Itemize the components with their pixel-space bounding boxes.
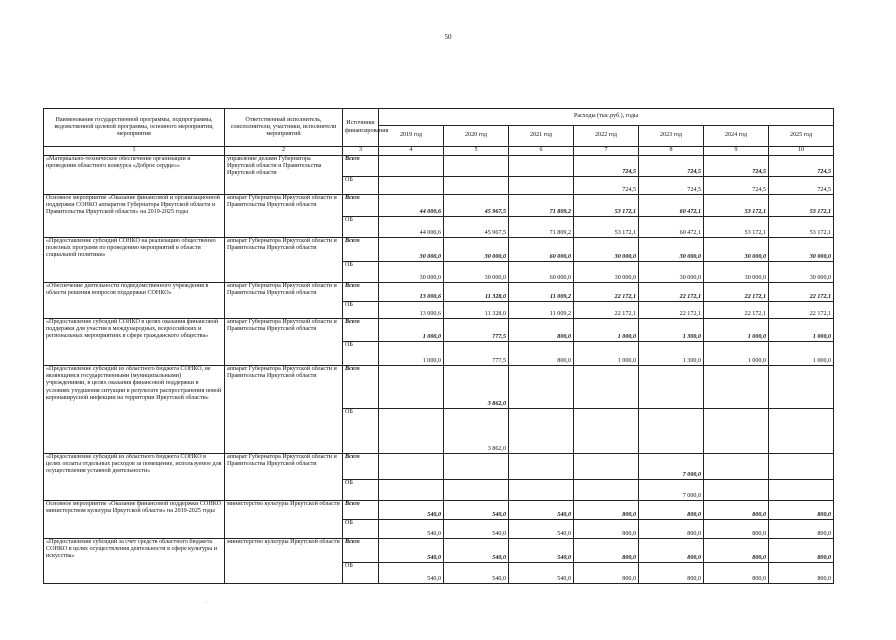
regional-budget-value-cell: 30 000,0 [379, 262, 444, 283]
table-row [44, 454, 834, 480]
executor-name: аппарат Губернатора Иркутской области и Правительства Иркутской области [225, 283, 343, 319]
executor-name: аппарат Губернатора Иркутской области и Правительства Иркутской области [225, 319, 343, 366]
total-value-cell: 44 000,6 [379, 195, 444, 217]
total-value-cell: 777,5 [444, 319, 509, 342]
total-value-cell [509, 366, 574, 409]
total-value-cell: 724,5 [639, 156, 704, 177]
total-value-cell: 13 000,6 [379, 283, 444, 302]
total-value-cell: 800,0 [704, 539, 769, 563]
total-value-cell [769, 366, 834, 409]
column-number: 7 [574, 147, 639, 156]
header-year: 2023 год [639, 126, 704, 147]
regional-budget-value-cell: 71 809,2 [509, 217, 574, 238]
total-value-cell: 11 328,0 [444, 283, 509, 302]
executor-name: министерство культуры Иркутской области [225, 539, 343, 584]
regional-budget-value-cell: 45 967,5 [444, 217, 509, 238]
total-value-cell: 22 172,1 [639, 283, 704, 302]
regional-budget-value-cell: 540,0 [379, 563, 444, 584]
column-number: 1 [44, 147, 225, 156]
activity-name: «Предоставление субсидий из областного бюджета СОНКО, не являющимся государственными (муниципальными) учреждениями, в целях оказания финансовой поддержки в условиях ухудшения ситуации в результате распространения новой коронавирусной инфекции на территории Иркутской области» [44, 366, 225, 454]
regional-budget-value-cell: 7 000,0 [639, 480, 704, 501]
total-value-cell [379, 454, 444, 480]
source-regional-budget-label: ОБ [343, 177, 379, 195]
regional-budget-value-cell [704, 409, 769, 454]
regional-budget-value-cell: 1 000,0 [769, 342, 834, 366]
table-row [44, 319, 834, 342]
total-value-cell: 71 809,2 [509, 195, 574, 217]
regional-budget-value-cell [379, 409, 444, 454]
regional-budget-value-cell [574, 480, 639, 501]
executor-name: аппарат Губернатора Иркутской области и Правительства Иркутской области [225, 195, 343, 238]
source-regional-budget-label: ОБ [343, 480, 379, 501]
total-value-cell: 540,0 [444, 501, 509, 520]
executor-name: министерство культуры Иркутской области [225, 501, 343, 539]
activity-name: «Предоставление субсидий за счет средств областного бюджета СОНКО в целях осуществления деятельности в сфере культуры и искусства» [44, 539, 225, 584]
regional-budget-value-cell: 800,0 [704, 520, 769, 539]
regional-budget-value-cell: 22 172,1 [769, 302, 834, 319]
total-value-cell: 1 000,0 [769, 319, 834, 342]
regional-budget-value-cell: 60 000,0 [509, 262, 574, 283]
regional-budget-value-cell: 724,5 [639, 177, 704, 195]
regional-budget-value-cell: 11 328,0 [444, 302, 509, 319]
total-value-cell [379, 366, 444, 409]
regional-budget-value-cell: 800,0 [704, 563, 769, 584]
header-year: 2020 год [444, 126, 509, 147]
table-row [44, 283, 834, 302]
regional-budget-value-cell: 11 009,2 [509, 302, 574, 319]
regional-budget-value-cell: 1 000,0 [574, 342, 639, 366]
total-value-cell: 724,5 [574, 156, 639, 177]
source-regional-budget-label: ОБ [343, 342, 379, 366]
activity-name: Основное мероприятие «Оказание финансовой поддержки СОНКО министерством культуры Иркутской области» на 2019-2025 годы [44, 501, 225, 539]
regional-budget-value-cell: 540,0 [509, 520, 574, 539]
total-value-cell: 1 300,0 [639, 319, 704, 342]
total-value-cell: 53 172,1 [704, 195, 769, 217]
regional-budget-value-cell [444, 177, 509, 195]
total-value-cell: 22 172,1 [704, 283, 769, 302]
total-value-cell [769, 454, 834, 480]
source-regional-budget-label: ОБ [343, 217, 379, 238]
total-value-cell: 800,0 [639, 539, 704, 563]
table-row [44, 366, 834, 409]
total-value-cell: 53 172,1 [574, 195, 639, 217]
regional-budget-value-cell: 53 172,1 [704, 217, 769, 238]
regional-budget-value-cell [509, 409, 574, 454]
regional-budget-value-cell: 22 172,1 [704, 302, 769, 319]
header-name: Наименование государственной программы, подпрограммы, ведомственной целевой программы, основного мероприятия, мероприятия [44, 109, 225, 147]
total-value-cell: 3 862,0 [444, 366, 509, 409]
budget-table [43, 108, 834, 584]
regional-budget-value-cell: 540,0 [444, 520, 509, 539]
regional-budget-value-cell [769, 409, 834, 454]
source-regional-budget-label: ОБ [343, 302, 379, 319]
source-total-label: Всего [343, 283, 379, 302]
column-number: 4 [379, 147, 444, 156]
source-regional-budget-label: ОБ [343, 520, 379, 539]
regional-budget-value-cell: 44 000,6 [379, 217, 444, 238]
regional-budget-value-cell: 30 000,0 [704, 262, 769, 283]
source-total-label: Всего [343, 454, 379, 480]
total-value-cell: 800,0 [639, 501, 704, 520]
executor-name: аппарат Губернатора Иркутской области и Правительства Иркутской области [225, 454, 343, 501]
total-value-cell: 53 172,1 [769, 195, 834, 217]
total-value-cell [574, 366, 639, 409]
regional-budget-value-cell: 1 000,0 [379, 342, 444, 366]
regional-budget-value-cell [639, 409, 704, 454]
total-value-cell [444, 156, 509, 177]
regional-budget-value-cell: 724,5 [574, 177, 639, 195]
header-expenses: Расходы (тыс.руб.), годы [379, 109, 834, 126]
regional-budget-value-cell: 30 000,0 [769, 262, 834, 283]
activity-name: «Материально-техническое обеспечение организации и проведения областного конкурса «Доброе сердце»» [44, 156, 225, 195]
regional-budget-value-cell [379, 177, 444, 195]
source-total-label: Всего [343, 319, 379, 342]
regional-budget-value-cell: 30 000,0 [444, 262, 509, 283]
total-value-cell [509, 454, 574, 480]
total-value-cell: 800,0 [574, 501, 639, 520]
total-value-cell: 800,0 [704, 501, 769, 520]
header-year: 2025 год [769, 126, 834, 147]
source-total-label: Всего [343, 366, 379, 409]
header-executor: Ответственный исполнитель, соисполнители, участники, исполнители мероприятий [225, 109, 343, 147]
regional-budget-value-cell: 30 000,0 [639, 262, 704, 283]
total-value-cell: 540,0 [509, 501, 574, 520]
regional-budget-value-cell [704, 480, 769, 501]
regional-budget-value-cell: 800,0 [769, 563, 834, 584]
total-value-cell: 30 000,0 [704, 238, 769, 262]
regional-budget-value-cell: 3 862,0 [444, 409, 509, 454]
source-total-label: Всего [343, 195, 379, 217]
regional-budget-value-cell: 22 172,1 [574, 302, 639, 319]
total-value-cell: 22 172,1 [769, 283, 834, 302]
total-value-cell: 1 000,0 [379, 319, 444, 342]
header-year: 2024 год [704, 126, 769, 147]
total-value-cell: 30 000,0 [769, 238, 834, 262]
header-source: Источники финансирования [343, 109, 379, 147]
source-regional-budget-label: ОБ [343, 409, 379, 454]
column-number: 8 [639, 147, 704, 156]
column-number: 10 [769, 147, 834, 156]
regional-budget-value-cell: 53 172,1 [769, 217, 834, 238]
total-value-cell: 45 967,5 [444, 195, 509, 217]
total-value-cell: 800,0 [769, 501, 834, 520]
total-value-cell: 800,0 [769, 539, 834, 563]
regional-budget-value-cell [769, 480, 834, 501]
regional-budget-value-cell: 777,5 [444, 342, 509, 366]
total-value-cell: 1 000,0 [574, 319, 639, 342]
total-value-cell: 724,5 [769, 156, 834, 177]
header-year: 2019 год [379, 126, 444, 147]
total-value-cell: 540,0 [509, 539, 574, 563]
regional-budget-value-cell: 53 172,1 [574, 217, 639, 238]
total-value-cell [379, 156, 444, 177]
total-value-cell [639, 366, 704, 409]
regional-budget-value-cell: 13 000,6 [379, 302, 444, 319]
total-value-cell: 30 000,0 [574, 238, 639, 262]
total-value-cell [574, 454, 639, 480]
activity-name: «Предоставление субсидий СОНКО на реализацию общественно полезных программ по проведению мероприятий в области социальной политики» [44, 238, 225, 283]
column-number: 2 [225, 147, 343, 156]
table-row [44, 501, 834, 520]
regional-budget-value-cell [509, 177, 574, 195]
total-value-cell: 540,0 [379, 501, 444, 520]
total-value-cell: 60 000,0 [509, 238, 574, 262]
total-value-cell [704, 454, 769, 480]
table-row [44, 539, 834, 563]
regional-budget-value-cell: 800,0 [769, 520, 834, 539]
regional-budget-value-cell [574, 409, 639, 454]
total-value-cell: 30 000,0 [444, 238, 509, 262]
activity-name: «Обеспечение деятельности подведомственного учреждения в области решения вопросов поддержки СОНКО» [44, 283, 225, 319]
regional-budget-value-cell [509, 480, 574, 501]
source-total-label: Всего [343, 539, 379, 563]
column-number: 3 [343, 147, 379, 156]
total-value-cell: 7 000,0 [639, 454, 704, 480]
total-value-cell: 800,0 [509, 319, 574, 342]
regional-budget-value-cell: 1 000,0 [704, 342, 769, 366]
regional-budget-value-cell: 540,0 [509, 563, 574, 584]
total-value-cell: 1 000,0 [704, 319, 769, 342]
total-value-cell: 30 000,0 [379, 238, 444, 262]
regional-budget-value-cell: 540,0 [444, 563, 509, 584]
regional-budget-value-cell: 724,5 [769, 177, 834, 195]
regional-budget-value-cell [379, 480, 444, 501]
regional-budget-value-cell: 540,0 [379, 520, 444, 539]
regional-budget-value-cell: 30 000,0 [574, 262, 639, 283]
regional-budget-value-cell: 800,0 [574, 520, 639, 539]
regional-budget-value-cell [444, 480, 509, 501]
total-value-cell [704, 366, 769, 409]
regional-budget-value-cell: 724,5 [704, 177, 769, 195]
page-number: 50 [444, 33, 452, 41]
regional-budget-value-cell: 800,0 [574, 563, 639, 584]
activity-name: «Предоставление субсидий из областного бюджета СОНКО в целях оплаты отдельных расходов за помещение, используемое для осуществления уставной деятельности» [44, 454, 225, 501]
regional-budget-value-cell: 60 472,1 [639, 217, 704, 238]
column-number: 5 [444, 147, 509, 156]
regional-budget-value-cell: 800,0 [639, 520, 704, 539]
total-value-cell: 800,0 [574, 539, 639, 563]
total-value-cell: 30 000,0 [639, 238, 704, 262]
total-value-cell: 724,5 [704, 156, 769, 177]
total-value-cell [444, 454, 509, 480]
total-value-cell: 540,0 [444, 539, 509, 563]
table-row [44, 195, 834, 217]
executor-name: аппарат Губернатора Иркутской области и Правительства Иркутской области [225, 238, 343, 283]
regional-budget-value-cell: 1 300,0 [639, 342, 704, 366]
header-year: 2021 год [509, 126, 574, 147]
total-value-cell: 60 472,1 [639, 195, 704, 217]
executor-name: аппарат Губернатора Иркутской области и Правительства Иркутской области [225, 366, 343, 454]
header-year: 2022 год [574, 126, 639, 147]
column-number: 9 [704, 147, 769, 156]
total-value-cell: 11 009,2 [509, 283, 574, 302]
regional-budget-value-cell: 800,0 [639, 563, 704, 584]
total-value-cell [509, 156, 574, 177]
source-regional-budget-label: ОБ [343, 262, 379, 283]
regional-budget-value-cell: 800,0 [509, 342, 574, 366]
stray-mark: · [205, 600, 207, 606]
activity-name: «Предоставление субсидий СОНКО в целях оказания финансовой поддержки для участия в международных, всероссийских и региональных мероприятиях в сфере гражданского общества» [44, 319, 225, 366]
column-number: 6 [509, 147, 574, 156]
table-row [44, 156, 834, 177]
total-value-cell: 22 172,1 [574, 283, 639, 302]
table-row [44, 238, 834, 262]
activity-name: Основное мероприятие «Оказание финансовой и организационной поддержки СОНКО аппаратом Губернатора Иркутской области и Правительства Иркутской области» на 2019-2025 годы [44, 195, 225, 238]
executor-name: управление делами Губернатора Иркутской области и Правительства Иркутской области [225, 156, 343, 195]
source-total-label: Всего [343, 501, 379, 520]
source-total-label: Всего [343, 238, 379, 262]
source-regional-budget-label: ОБ [343, 563, 379, 584]
total-value-cell: 540,0 [379, 539, 444, 563]
regional-budget-value-cell: 22 172,1 [639, 302, 704, 319]
source-total-label: Всего [343, 156, 379, 177]
